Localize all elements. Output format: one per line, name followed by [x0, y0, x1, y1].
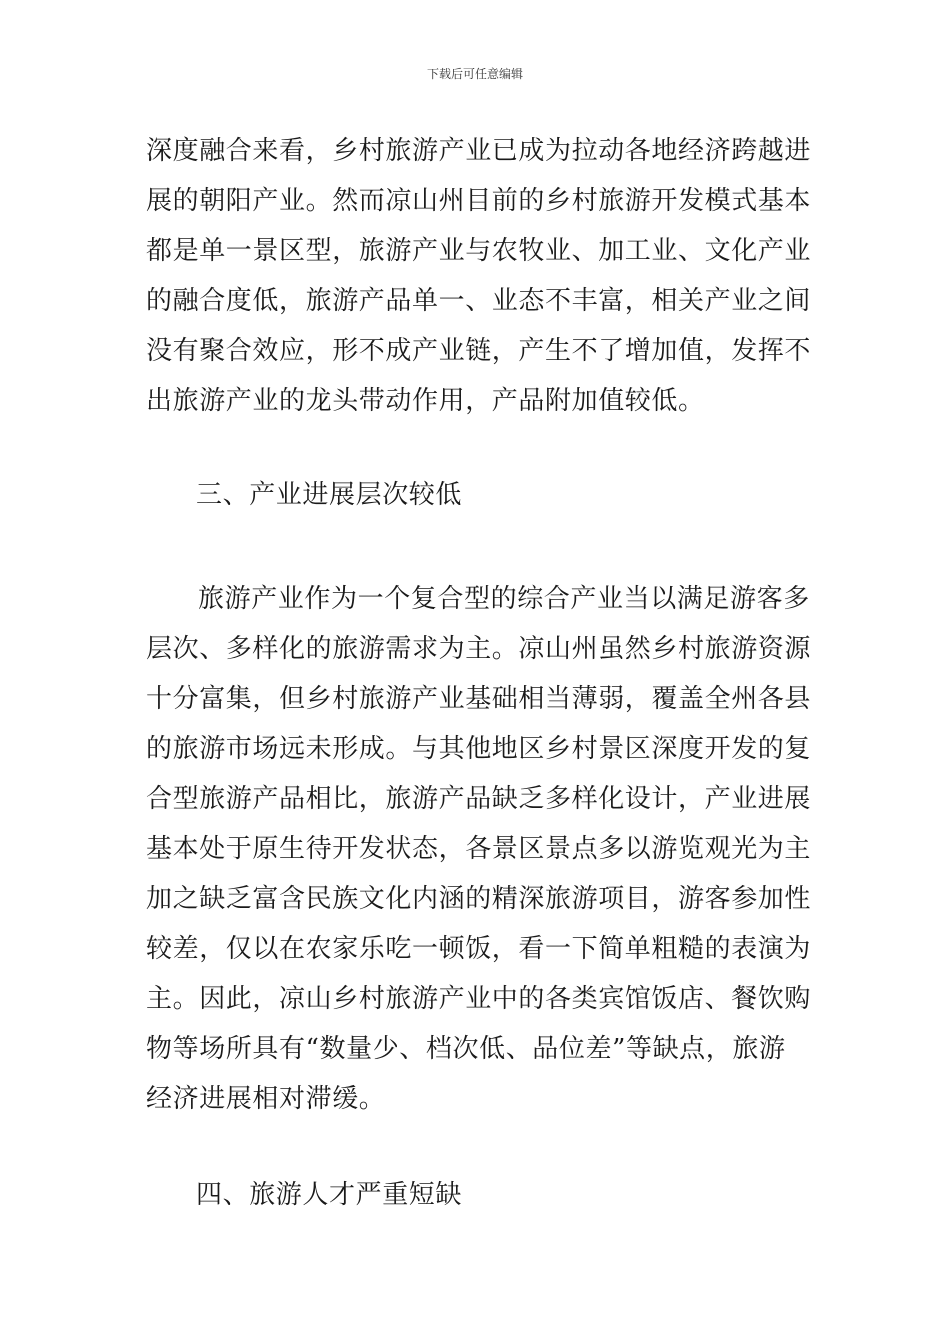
paragraph-1 [146, 126, 812, 426]
paragraph-line: 没有聚合效应，形不成产业链，产生不了增加值，发挥不 [146, 336, 812, 366]
paragraph-2 [146, 574, 812, 1124]
paragraph-line: 出旅游产业的龙头带动作用，产品附加值较低。 [146, 386, 705, 416]
paragraph-line: 深度融合来看，乡村旅游产业已成为拉动各地经济跨越进 [146, 136, 812, 166]
section-heading-4 [146, 1170, 806, 1220]
paragraph-line: 经济进展相对滞缓。 [146, 1084, 386, 1114]
paragraph-line: 物等场所具有“数量少、档次低、品位差”等缺点，旅游 [146, 1034, 786, 1064]
paragraph-line: 展的朝阳产业。然而凉山州目前的乡村旅游开发模式基本 [146, 186, 812, 216]
paragraph-line: 的旅游市场远未形成。与其他地区乡村景区深度开发的复 [146, 734, 812, 764]
page-header: 下载后可任意编辑 [426, 67, 523, 81]
paragraph-line: 合型旅游产品相比，旅游产品缺乏多样化设计，产业进展 [146, 784, 812, 814]
paragraph-line: 都是单一景区型，旅游产业与农牧业、加工业、文化产业 [146, 236, 812, 266]
paragraph-line: 主。因此，凉山乡村旅游产业中的各类宾馆饭店、餐饮购 [146, 984, 812, 1014]
paragraph-line: 层次、多样化的旅游需求为主。凉山州虽然乡村旅游资源 [146, 634, 812, 664]
paragraph-line: 较差，仅以在农家乐吃一顿饭，看一下简单粗糙的表演为 [146, 934, 812, 964]
paragraph-line: 十分富集，但乡村旅游产业基础相当薄弱，覆盖全州各县 [146, 684, 812, 714]
paragraph-line: 旅游产业作为一个复合型的综合产业当以满足游客多 [198, 584, 810, 614]
paragraph-line: 的融合度低，旅游产品单一、业态不丰富，相关产业之间 [146, 286, 812, 316]
section-heading: 四、旅游人才严重短缺 [196, 1180, 463, 1210]
paragraph-line: 基本处于原生待开发状态，各景区景点多以游览观光为主 [146, 834, 812, 864]
paragraph-line: 加之缺乏富含民族文化内涵的精深旅游项目，游客参加性 [146, 884, 812, 914]
section-heading-3 [146, 470, 806, 520]
section-heading: 三、产业进展层次较低 [196, 480, 463, 510]
